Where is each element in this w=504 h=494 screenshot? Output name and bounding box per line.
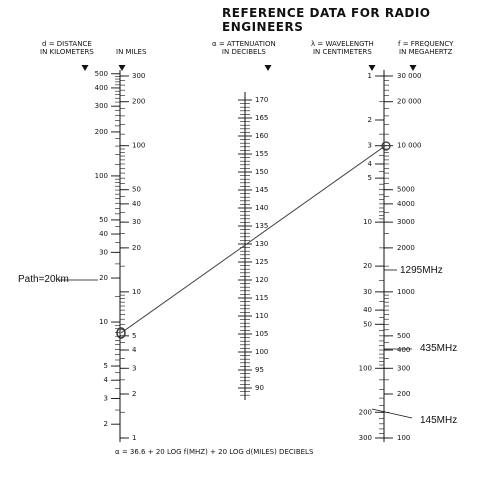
km-arrow-marker [82, 65, 89, 71]
attenuation-tick-label: 100 [255, 348, 269, 356]
wavelength-tick-label: 30 [363, 287, 372, 296]
km-tick-label: 50 [99, 215, 108, 224]
header-wavelength-line2: IN CENTIMETERS [312, 48, 372, 56]
miles-tick-label: 30 [132, 218, 141, 227]
freq-annotation-1295: 1295MHz [400, 265, 443, 276]
header-attenuation-line2: IN DECIBELS [221, 48, 266, 56]
attenuation-tick-label: 135 [255, 222, 269, 230]
attenuation-tick-label: 155 [255, 150, 269, 158]
frequency-tick-label: 30 000 [397, 72, 422, 80]
solution-line [121, 146, 385, 333]
header-frequency-line1: f = FREQUENCY [398, 40, 454, 48]
freq-annotation-145: 145MHz [420, 415, 458, 426]
attenuation-tick-label: 90 [255, 384, 264, 392]
km-tick-label: 40 [99, 230, 108, 239]
header-distance-line1: d = DISTANCE [42, 40, 92, 48]
frequency-arrow-marker [410, 65, 417, 71]
miles-tick-label: 100 [132, 141, 146, 150]
attenuation-tick-label: 115 [255, 294, 269, 302]
wavelength-tick-label: 1 [367, 72, 372, 80]
miles-tick-label: 40 [132, 199, 141, 208]
frequency-tick-label: 100 [397, 434, 411, 442]
frequency-tick-label: 5000 [397, 185, 415, 194]
frequency-tick-label: 200 [397, 390, 411, 399]
frequency-tick-label: 3000 [397, 218, 415, 227]
attenuation-tick-label: 95 [255, 366, 264, 374]
path-annotation: Path=20km [18, 274, 69, 285]
miles-tick-label: 3 [132, 364, 137, 373]
formula-text: α = 36.6 + 20 LOG f(MHZ) + 20 LOG d(MILES) DECIBELS [115, 448, 314, 456]
frequency-tick-label: 4000 [397, 199, 415, 208]
attenuation-tick-label: 170 [255, 96, 269, 104]
attenuation-arrow-marker [265, 65, 272, 71]
attenuation-tick-label: 110 [255, 312, 269, 320]
page-title: REFERENCE DATA FOR RADIO ENGINEERS [222, 6, 431, 34]
km-tick-label: 10 [99, 318, 108, 327]
wavelength-tick-label: 200 [358, 408, 372, 417]
freq-pointer-145 [372, 409, 412, 418]
miles-tick-label: 2 [132, 390, 137, 399]
wavelength-arrow-marker [369, 65, 376, 71]
miles-tick-label: 4 [132, 346, 137, 355]
km-tick-label: 5 [103, 362, 108, 371]
attenuation-tick-label: 105 [255, 330, 269, 338]
miles-tick-label: 10 [132, 287, 141, 296]
header-attenuation-line1: α = ATTENUATION [212, 40, 276, 48]
frequency-tick-label: 1000 [397, 287, 415, 296]
attenuation-tick-label: 130 [255, 240, 269, 248]
km-tick-label: 400 [94, 83, 108, 92]
attenuation-tick-label: 125 [255, 258, 269, 266]
wavelength-tick-label: 3 [367, 141, 372, 150]
wavelength-tick-label: 40 [363, 306, 372, 315]
header-miles-line1: IN MILES [116, 48, 147, 56]
miles-tick-label: 50 [132, 185, 141, 194]
km-tick-label: 200 [94, 127, 108, 136]
km-tick-label: 300 [94, 102, 108, 111]
frequency-tick-label: 20 000 [397, 97, 422, 106]
attenuation-tick-label: 150 [255, 168, 269, 176]
header-distance-line2: IN KILOMETERS [40, 48, 94, 56]
km-tick-label: 4 [103, 376, 108, 385]
wavelength-tick-label: 4 [367, 159, 372, 168]
km-tick-label: 20 [99, 274, 108, 283]
miles-tick-label: 1 [132, 434, 137, 442]
miles-tick-label: 5 [132, 331, 137, 340]
attenuation-tick-label: 165 [255, 114, 269, 122]
header-wavelength-line1: λ = WAVELENGTH [311, 40, 374, 48]
km-tick-label: 30 [99, 248, 108, 257]
wavelength-tick-label: 10 [363, 218, 372, 227]
wavelength-tick-label: 300 [358, 434, 372, 442]
wavelength-tick-label: 2 [367, 115, 372, 124]
wavelength-tick-label: 50 [363, 320, 372, 329]
frequency-tick-label: 400 [397, 346, 411, 355]
frequency-tick-label: 500 [397, 331, 411, 340]
km-tick-label: 500 [94, 69, 108, 78]
miles-tick-label: 20 [132, 243, 141, 252]
frequency-tick-label: 300 [397, 364, 411, 373]
attenuation-tick-label: 145 [255, 186, 269, 194]
miles-tick-label: 300 [132, 72, 146, 80]
km-tick-label: 2 [103, 420, 108, 429]
frequency-tick-label: 2000 [397, 243, 415, 252]
wavelength-tick-label: 20 [363, 262, 372, 271]
wavelength-tick-label: 100 [358, 364, 372, 373]
km-tick-label: 3 [103, 394, 108, 403]
header-frequency-line2: IN MEGAHERTZ [399, 48, 453, 56]
freq-annotation-435: 435MHz [420, 343, 458, 354]
miles-tick-label: 200 [132, 97, 146, 106]
km-tick-label: 100 [94, 171, 108, 180]
attenuation-tick-label: 120 [255, 276, 269, 284]
frequency-tick-label: 10 000 [397, 141, 422, 150]
attenuation-tick-label: 140 [255, 204, 269, 212]
wavelength-tick-label: 5 [367, 174, 372, 183]
attenuation-tick-label: 160 [255, 132, 269, 140]
